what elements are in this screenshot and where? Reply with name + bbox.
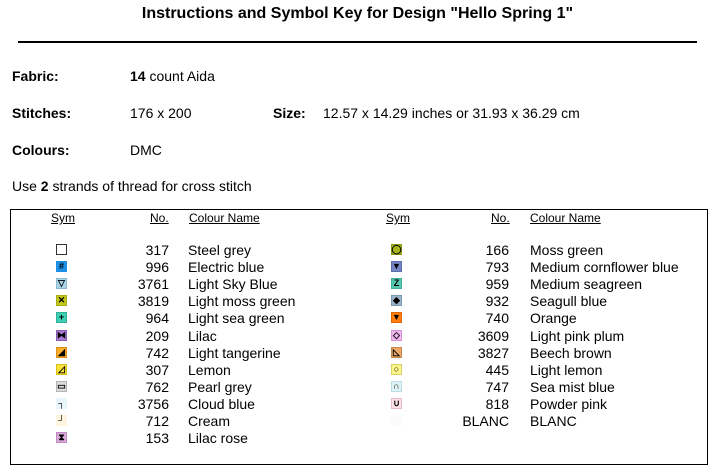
stitches-value: 176 x 200: [130, 105, 192, 121]
colour-name: Cloud blue: [188, 395, 255, 412]
title-divider: [18, 41, 697, 43]
fabric-label: Fabric:: [12, 68, 59, 84]
colour-name: Light lemon: [530, 361, 603, 378]
triangle-down-icon: ▽: [56, 278, 67, 289]
dmc-number: 317: [145, 242, 169, 258]
dmc-number: 793: [485, 259, 509, 276]
dmc-number: 307: [145, 361, 169, 378]
dmc-number: 964: [145, 310, 169, 327]
colour-name: Pearl grey: [188, 378, 252, 395]
hollow-diamond-icon: ◇: [391, 330, 402, 341]
dmc-number: 959: [485, 276, 509, 293]
colour-name: Moss green: [530, 242, 604, 258]
header-no-left: No.: [150, 211, 169, 225]
strands-suffix: strands of thread for cross stitch: [52, 178, 252, 194]
filled-triangle-icon: ▼: [392, 261, 401, 272]
header-sym-left: Sym: [51, 211, 75, 225]
dmc-number: 712: [145, 413, 169, 429]
colour-name: Light tangerine: [188, 344, 281, 361]
colour-name: Light sea green: [188, 310, 285, 327]
colours-label: Colours:: [12, 142, 70, 158]
hollow-square-icon: [56, 244, 67, 255]
dmc-number: 742: [145, 344, 169, 361]
dmc-number: BLANC: [462, 413, 509, 429]
diamond-icon: ◆: [391, 295, 402, 306]
cup-icon: ∪: [391, 398, 402, 409]
header-name-left: Colour Name: [189, 211, 260, 225]
stitches-label: Stitches:: [12, 105, 72, 121]
small-circle-icon: ○: [391, 364, 402, 375]
colour-name: Electric blue: [188, 259, 265, 276]
colour-name: Light Sky Blue: [188, 276, 278, 293]
arch-icon: ∩: [391, 381, 402, 392]
dmc-number: 445: [485, 361, 509, 378]
fabric-count: 14: [130, 68, 146, 84]
dmc-number: 3761: [137, 276, 169, 293]
colour-name: Medium cornflower blue: [530, 259, 679, 276]
circle-icon: ◯: [391, 244, 402, 254]
colour-name: Light moss green: [188, 293, 296, 310]
dmc-number: 740: [485, 310, 509, 327]
dmc-number: 166: [485, 242, 509, 258]
bowtie-icon: ⧓: [57, 329, 66, 340]
header-no-right: No.: [491, 211, 510, 225]
colour-name: Powder pink: [530, 395, 608, 412]
dmc-number: 3827: [477, 344, 509, 361]
slash-triangle-icon: ◿: [56, 364, 67, 375]
strands-count: 2: [40, 178, 49, 194]
corner-icon: ┐: [56, 398, 67, 409]
colour-name: BLANC: [530, 413, 577, 429]
colours-value: DMC: [130, 142, 162, 158]
strands-instruction: [12, 178, 252, 194]
colour-name: Sea mist blue: [530, 378, 615, 395]
z-icon: Z: [391, 278, 402, 289]
dmc-number: 3819: [137, 293, 169, 310]
header-sym-right: Sym: [386, 211, 410, 225]
fabric-type: count Aida: [149, 68, 215, 84]
colour-name: Light pink plum: [530, 327, 625, 344]
hash-icon: #: [56, 261, 67, 272]
colour-name: Orange: [530, 310, 577, 327]
colour-name: Lemon: [188, 361, 231, 378]
dmc-number: 747: [485, 378, 509, 395]
colour-name: Lilac rose: [188, 430, 248, 447]
corner-triangle-icon: ◢: [56, 347, 67, 358]
plus-icon: +: [56, 312, 67, 323]
dmc-number: 818: [485, 395, 509, 412]
dmc-number: 3756: [137, 395, 169, 412]
dmc-number: 209: [145, 327, 169, 344]
fabric-value: [130, 68, 215, 84]
orange-triangle-icon: ▼: [392, 312, 401, 323]
colour-name: Seagull blue: [530, 293, 608, 310]
colour-name: Medium seagreen: [530, 276, 643, 293]
blank-icon: [391, 415, 402, 426]
dmc-number: 153: [145, 430, 169, 447]
hourglass-icon: ⧗: [56, 432, 67, 443]
colour-name: Steel grey: [188, 242, 252, 258]
cross-icon: ✕: [57, 295, 66, 306]
dmc-number: 996: [145, 259, 169, 276]
colour-name: Lilac: [188, 327, 217, 344]
dmc-number: 3609: [477, 327, 509, 344]
strands-prefix: Use: [12, 178, 37, 194]
header-name-right: Colour Name: [530, 211, 601, 225]
dmc-number: 762: [145, 378, 169, 395]
page-title: Instructions and Symbol Key for Design "Hello Spring 1": [141, 5, 574, 22]
size-label: Size:: [273, 105, 306, 121]
size-value: 12.57 x 14.29 inches or 31.93 x 36.29 cm: [323, 105, 580, 121]
colour-name: Beech brown: [530, 344, 612, 361]
dmc-number: 932: [485, 293, 509, 310]
rectangle-icon: ▭: [57, 380, 66, 391]
colour-name: Cream: [188, 413, 231, 429]
brown-triangle-icon: ◺: [391, 347, 402, 358]
corner-reverse-icon: ┘: [56, 415, 67, 426]
